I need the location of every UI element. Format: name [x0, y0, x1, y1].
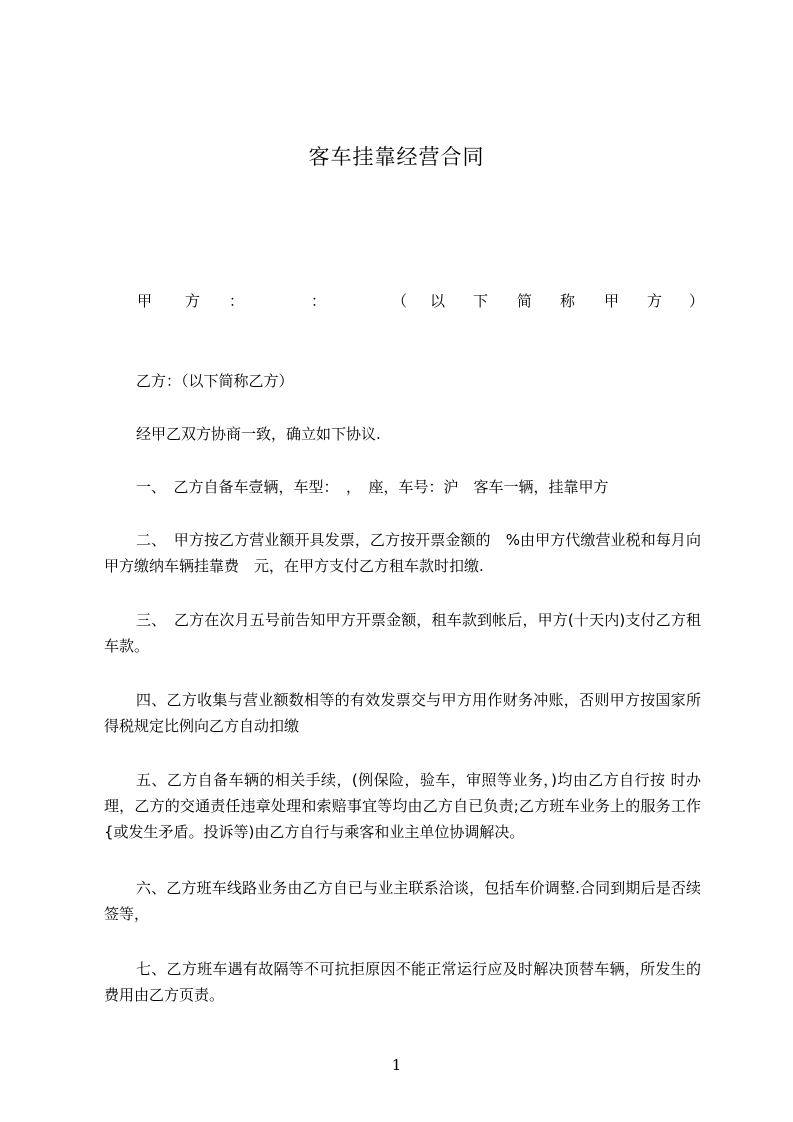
party-a-char: 称: [560, 292, 576, 310]
party-a-line: [137, 289, 705, 313]
party-a-char: 下: [473, 292, 489, 310]
party-a-char: 简: [517, 292, 533, 310]
clause-7: 七、乙方班车遇有故隔等不可抗拒原因不能正常运行应及时解决顶替车辆，所发生的费用由乙方页责。: [104, 960, 701, 1004]
party-a-char: 方: [647, 292, 663, 310]
party-a-char: ：: [311, 292, 327, 310]
party-a-char: 方: [185, 292, 201, 310]
clause-6: 六、乙方班车线路业务由乙方自已与业主联系洽谈，包括车价调整.合同到期后是否续签等，: [104, 879, 701, 923]
intro-paragraph: 经甲乙双方协商一致，确立如下协议.: [136, 425, 381, 443]
party-a-char: 甲: [137, 292, 153, 310]
party-a-char: ）: [689, 292, 705, 310]
party-b-line: 乙方：（以下简称乙方）: [136, 372, 294, 390]
party-a-char: 甲: [604, 292, 620, 310]
clause-3: 三、 乙方在次月五号前告知甲方开票金额，租车款到帐后，甲方(十天内)支付乙方租车款。: [104, 611, 701, 655]
party-a-char: 以: [430, 292, 446, 310]
clause-2: 二、 甲方按乙方营业额开具发票，乙方按开票金额的 %由甲方代缴营业税和每月向甲方缴纳车辆挂靠费 元，在甲方支付乙方租车款时扣缴.: [104, 531, 701, 575]
clause-5: 五、乙方自备车辆的相关手续，(例保险，验车，审照等业务，)均由乙方自行按 时办理，乙方的交通责任违章处理和索赔事宜等均由乙方自已负责;乙方班车业务上的服务工作{或发生矛盾。投诉等)由乙方自行与乘客和业主单位协调解决。: [104, 771, 701, 841]
page-number: 1: [391, 1056, 402, 1074]
clause-4: 四、乙方收集与营业额数相等的有效发票交与甲方用作财务冲账，否则甲方按国家所得税规定比例向乙方自动扣缴: [104, 691, 701, 735]
document-title: 客车挂靠经营合同: [308, 145, 485, 169]
clause-1: 一、 乙方自备车壹辆，车型： ， 座，车号：沪 客车一辆，挂靠甲方: [136, 478, 609, 496]
party-a-char: ：: [229, 292, 245, 310]
party-a-char: （: [392, 292, 408, 310]
